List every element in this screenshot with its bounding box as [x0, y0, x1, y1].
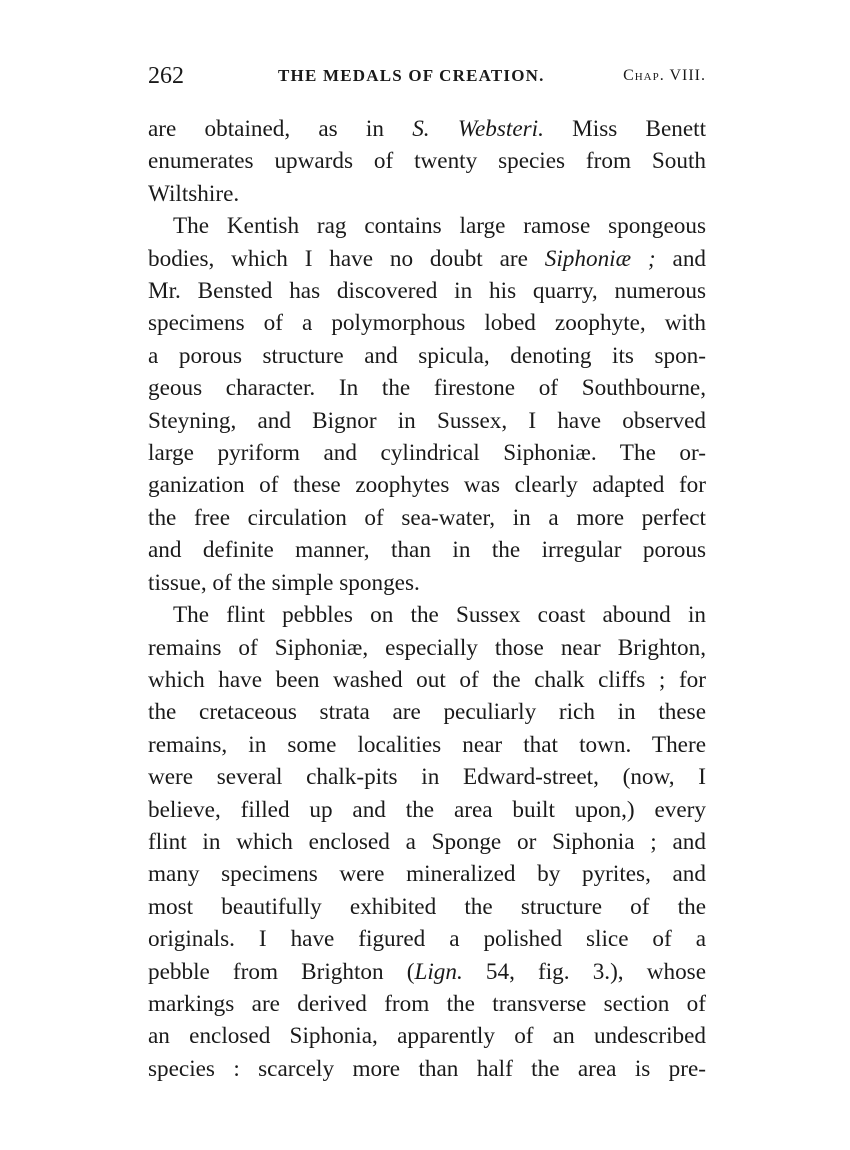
italic-text: Lign. [414, 958, 463, 985]
text-run: a porous structure and spicula, denoting its spon- [148, 342, 706, 369]
text-line [148, 858, 706, 890]
text-run: Wiltshire. [148, 180, 240, 207]
text-line [148, 599, 706, 631]
text-line [148, 1053, 706, 1085]
italic-text: Siphoniæ ; [544, 245, 656, 272]
text-run: The flint pebbles on the Sussex coast abound in [173, 602, 706, 629]
text-line [148, 113, 706, 145]
text-run: specimens of a polymorphous lobed zoophyte, with [148, 310, 706, 337]
text-run: remains of Siphoniæ, especially those near Brighton, [148, 634, 706, 661]
text-line [148, 340, 706, 372]
text-run: 54, fig. 3.), whose [462, 958, 706, 985]
text-line [148, 145, 706, 177]
text-line [148, 372, 706, 404]
chapter-label: Chap. VIII. [623, 67, 706, 84]
paragraph [148, 210, 706, 599]
text-run: many specimens were mineralized by pyrites, and [148, 861, 706, 888]
text-run: the free circulation of sea-water, in a more perfect [148, 504, 706, 531]
text-line [148, 437, 706, 469]
text-run: an enclosed Siphonia, apparently of an undescribed [148, 1023, 706, 1050]
running-title: THE MEDALS OF CREATION. [278, 66, 545, 85]
text-line [148, 405, 706, 437]
book-page [148, 56, 706, 1085]
text-run: remains, in some localities near that town. There [148, 731, 706, 758]
text-line [148, 696, 706, 728]
text-run: the cretaceous strata are peculiarly rich in these [148, 699, 706, 726]
text-run: believe, filled up and the area built upon,) every [148, 796, 706, 823]
text-line [148, 891, 706, 923]
text-line [148, 275, 706, 307]
text-line [148, 923, 706, 955]
text-line [148, 729, 706, 761]
text-run: were several chalk-pits in Edward-street, (now, I [148, 764, 706, 791]
text-line [148, 988, 706, 1020]
text-run: large pyriform and cylindrical Siphoniæ. The or- [148, 440, 706, 467]
text-run: flint in which enclosed a Sponge or Siphonia ; and [148, 828, 706, 855]
paragraph [148, 113, 706, 210]
text-line [148, 794, 706, 826]
text-line [148, 210, 706, 242]
text-run: species : scarcely more than half the area is pre- [148, 1055, 706, 1082]
text-line [148, 956, 706, 988]
text-run: and [655, 245, 707, 272]
text-line [148, 567, 706, 599]
text-run: enumerates upwards of twenty species from South [148, 148, 706, 175]
text-line [148, 307, 706, 339]
text-run: geous character. In the firestone of Southbourne, [148, 375, 706, 402]
text-line [148, 534, 706, 566]
italic-text: S. Websteri. [412, 116, 544, 142]
text-run: bodies, which I have no doubt are [148, 245, 545, 272]
body-text [148, 113, 706, 1085]
text-run: The Kentish rag contains large ramose spongeous [173, 213, 706, 240]
text-run: ganization of these zoophytes was clearly adapted for [148, 472, 706, 499]
text-line [148, 1020, 706, 1052]
page-number: 262 [148, 63, 184, 89]
text-run: tissue, of the simple sponges. [148, 569, 420, 596]
running-head [148, 56, 706, 96]
text-line [148, 664, 706, 696]
text-line [148, 826, 706, 858]
paragraph [148, 599, 706, 1085]
text-run: are obtained, as in [148, 116, 413, 142]
text-line [148, 632, 706, 664]
text-line [148, 469, 706, 501]
text-run: Miss Benett [543, 116, 707, 142]
text-run: pebble from Brighton ( [148, 958, 415, 985]
text-run: Steyning, and Bignor in Sussex, I have observed [148, 407, 706, 434]
text-line [148, 178, 706, 210]
text-line [148, 502, 706, 534]
text-run: and definite manner, than in the irregular porous [148, 537, 706, 564]
text-run: originals. I have figured a polished slice of a [148, 926, 706, 953]
text-line [148, 761, 706, 793]
text-run: which have been washed out of the chalk cliffs ; for [148, 666, 706, 693]
text-run: most beautifully exhibited the structure of the [148, 893, 706, 920]
text-run: markings are derived from the transverse section of [148, 990, 706, 1017]
text-line [148, 243, 706, 275]
text-run: Mr. Bensted has discovered in his quarry, numerous [148, 278, 706, 305]
